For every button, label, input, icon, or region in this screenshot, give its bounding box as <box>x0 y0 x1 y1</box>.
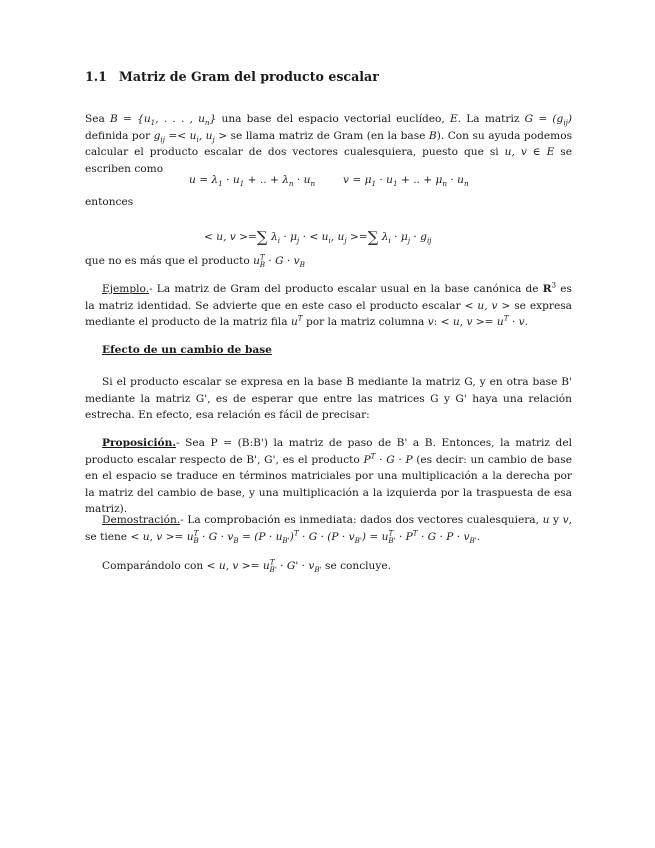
section-heading <box>85 69 379 84</box>
intro-text: ). Con su ayuda podemos calcular el producto escalar de dos vectores cualesquiera, puesto que si <box>85 129 573 159</box>
section-number: 1.1 <box>85 69 107 84</box>
intro-text: se llama matriz de Gram (en la base <box>227 129 429 142</box>
math-proof-chain: < u, $v >= u^T_B \cdot G \cdot v_B = (P \cdot u_{B'})^T \cdot G \cdot (P \cdot v_{B'}) = u^T_{B'} \cdot P^T \cdot G \cdot P \cdot v_{B'}$ <box>130 528 477 545</box>
math-base: B <box>428 129 437 142</box>
sum-symbol: ∑ <box>256 228 268 246</box>
intro-text: . La matriz <box>457 113 525 125</box>
change-of-basis-paragraph: Si el producto escalar se expresa en la base B mediante la matriz G, y en otra base B' mediante la matriz G', es de esperar que entre las matrices G y G' haya una relación estrecha. En efecto, esa relación es fácil de precisar: <box>85 376 572 422</box>
example-paragraph: Ejemplo.- La matriz de Gram del producto escalar usual en la base canónica de $R^3$ es la matriz identidad. Se advierte que en este caso el producto escalar < u, v > se expresa mediante el producto de la matriz fila $u^T$ por la matriz columna v: < u, $v >= u^T \cdot v$. <box>85 280 572 329</box>
math-r3: $R^3$ <box>542 280 557 295</box>
math-gram-entry: $g_{ij} =< u_i$, $u_j$ > <box>153 129 228 144</box>
proof-paragraph: Demostración.- La comprobación es inmediata: dados dos vectores cualesquiera, u y v, se tiene < u, $v >= u^T_B \cdot G \cdot v_B = (P \cdot u_{B'})^T \cdot G \cdot (P \cdot v_{B'}) = u^T_{B'} \cdot P^T \cdot G \cdot P \cdot v_{B'}$. <box>85 514 572 545</box>
section-title: Matriz de Gram del producto escalar <box>118 69 379 84</box>
conclusion-paragraph: Comparándolo con < u, $v >= u^T_{B'} \cdot G' \cdot v_{B'}$ se concluye. <box>102 557 391 575</box>
equation-v: $v = \mu_1 \cdot u_1$ + .. + $\mu_n \cdot u_n$ <box>343 174 469 189</box>
math-conclusion: < u, $v >= u^T_{B'} \cdot G' \cdot v_{B'}$ <box>206 557 322 575</box>
entonces-text: entonces <box>85 196 134 208</box>
math-product: $u^T_B \cdot G \cdot v_B$ <box>253 252 305 270</box>
product-remark: que no es más que el producto $u^T_B \cdot G \cdot v_B$ <box>85 252 305 270</box>
proposition-label: Proposición. <box>102 437 177 449</box>
proof-label: Demostración. <box>102 514 181 526</box>
math-basis: $B = \{u_1$, . . . , $u_n$} <box>110 113 217 128</box>
math-space: E <box>449 113 458 125</box>
math-gram-matrix: $G = (g_{ij})$ <box>524 113 572 128</box>
math-vectors: u, v ∈ E <box>504 146 555 159</box>
equation-u: $u = \lambda_1 \cdot u_1$ + .. + $\lambda_n \cdot u_n$ <box>189 174 316 189</box>
example-label: Ejemplo. <box>102 283 150 295</box>
sum-symbol: ∑ <box>367 228 379 246</box>
intro-paragraph <box>85 111 572 177</box>
subsection-heading: Efecto de un cambio de base <box>102 344 272 356</box>
proposition-paragraph: Proposición.- Sea P = (B:B') la matriz de paso de B' a B. Entonces, la matriz del producto escalar respecto de B', G', es el producto $P^T \cdot G \cdot P$ (es decir: un cambio de base en el espacio se traduce en términos matriciales por una multiplicación a la derecha por la matriz del cambio de base, y una multiplicación a la izquierda por la traspuesta de esa matriz). <box>85 437 572 516</box>
intro-text: se escriben como <box>85 146 572 175</box>
intro-text: una base del espacio vectorial euclídeo, <box>216 113 450 125</box>
equation-scalar-product: < u, v >=∑ $\lambda_i \cdot \mu_j$ · < $u_i$, $u_j$ >=∑ $\lambda_i \cdot \mu_j \cdot g_{ij}$ <box>204 228 432 246</box>
intro-text: definida por <box>85 129 154 142</box>
intro-text: Sea <box>85 113 111 125</box>
